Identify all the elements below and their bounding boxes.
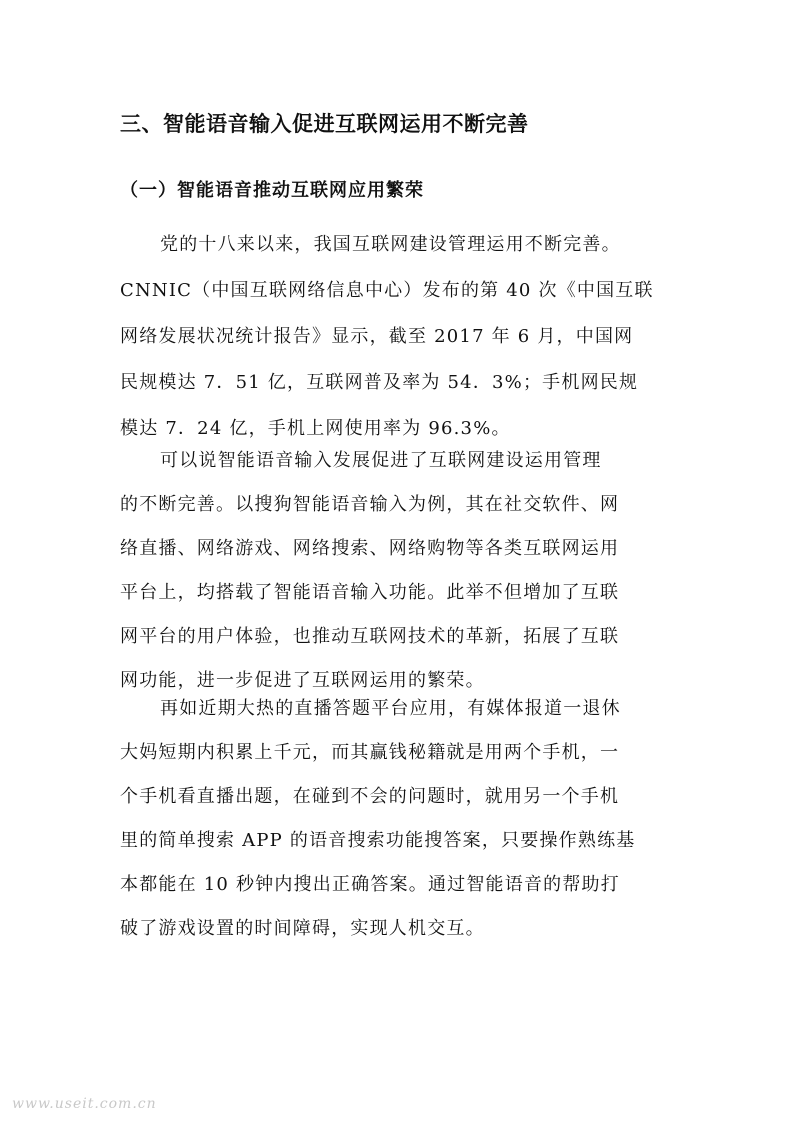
paragraph-line: 网络发展状况统计报告》显示，截至 2017 年 6 月，中国网	[120, 326, 634, 347]
subsection-heading: （一）智能语音推动互联网应用繁荣	[120, 180, 424, 201]
paragraph-line: 网平台的用户体验，也推动互联网技术的革新，拓展了互联	[120, 626, 620, 647]
paragraph-line: 破了游戏设置的时间障碍，实现人机交互。	[120, 918, 485, 939]
paragraph-line: 络直播、网络游戏、网络搜索、网络购物等各类互联网运用	[120, 538, 620, 559]
paragraph-line: 再如近期大热的直播答题平台应用，有媒体报道一退休	[160, 698, 621, 719]
paragraph-line: 个手机看直播出题，在碰到不会的问题时，就用另一个手机	[120, 786, 620, 807]
paragraph-line: 大妈短期内积累上千元，而其赢钱秘籍就是用两个手机，一	[120, 742, 620, 763]
paragraph-line: 党的十八来以来，我国互联网建设管理运用不断完善。	[160, 234, 621, 255]
paragraph-line: 民规模达 7．51 亿，互联网普及率为 54．3%；手机网民规	[120, 372, 639, 393]
paragraph-line: 可以说智能语音输入发展促进了互联网建设运用管理	[160, 450, 602, 471]
paragraph-line: 平台上，均搭载了智能语音输入功能。此举不但增加了互联	[120, 582, 620, 603]
paragraph-line: 模达 7．24 亿，手机上网使用率为 96.3%。	[120, 418, 511, 439]
paragraph-line: 里的简单搜索 APP 的语音搜索功能搜答案，只要操作熟练基	[120, 830, 636, 851]
paragraph-line: 的不断完善。以搜狗智能语音输入为例，其在社交软件、网	[120, 494, 620, 515]
paragraph-line: CNNIC（中国互联网络信息中心）发布的第 40 次《中国互联	[120, 280, 654, 301]
section-heading: 三、智能语音输入促进互联网运用不断完善	[120, 112, 529, 136]
paragraph-line: 网功能，进一步促进了互联网运用的繁荣。	[120, 670, 485, 691]
watermark: www.useit.com.cn	[12, 1096, 157, 1112]
paragraph-line: 本都能在 10 秒钟内搜出正确答案。通过智能语音的帮助打	[120, 874, 620, 895]
